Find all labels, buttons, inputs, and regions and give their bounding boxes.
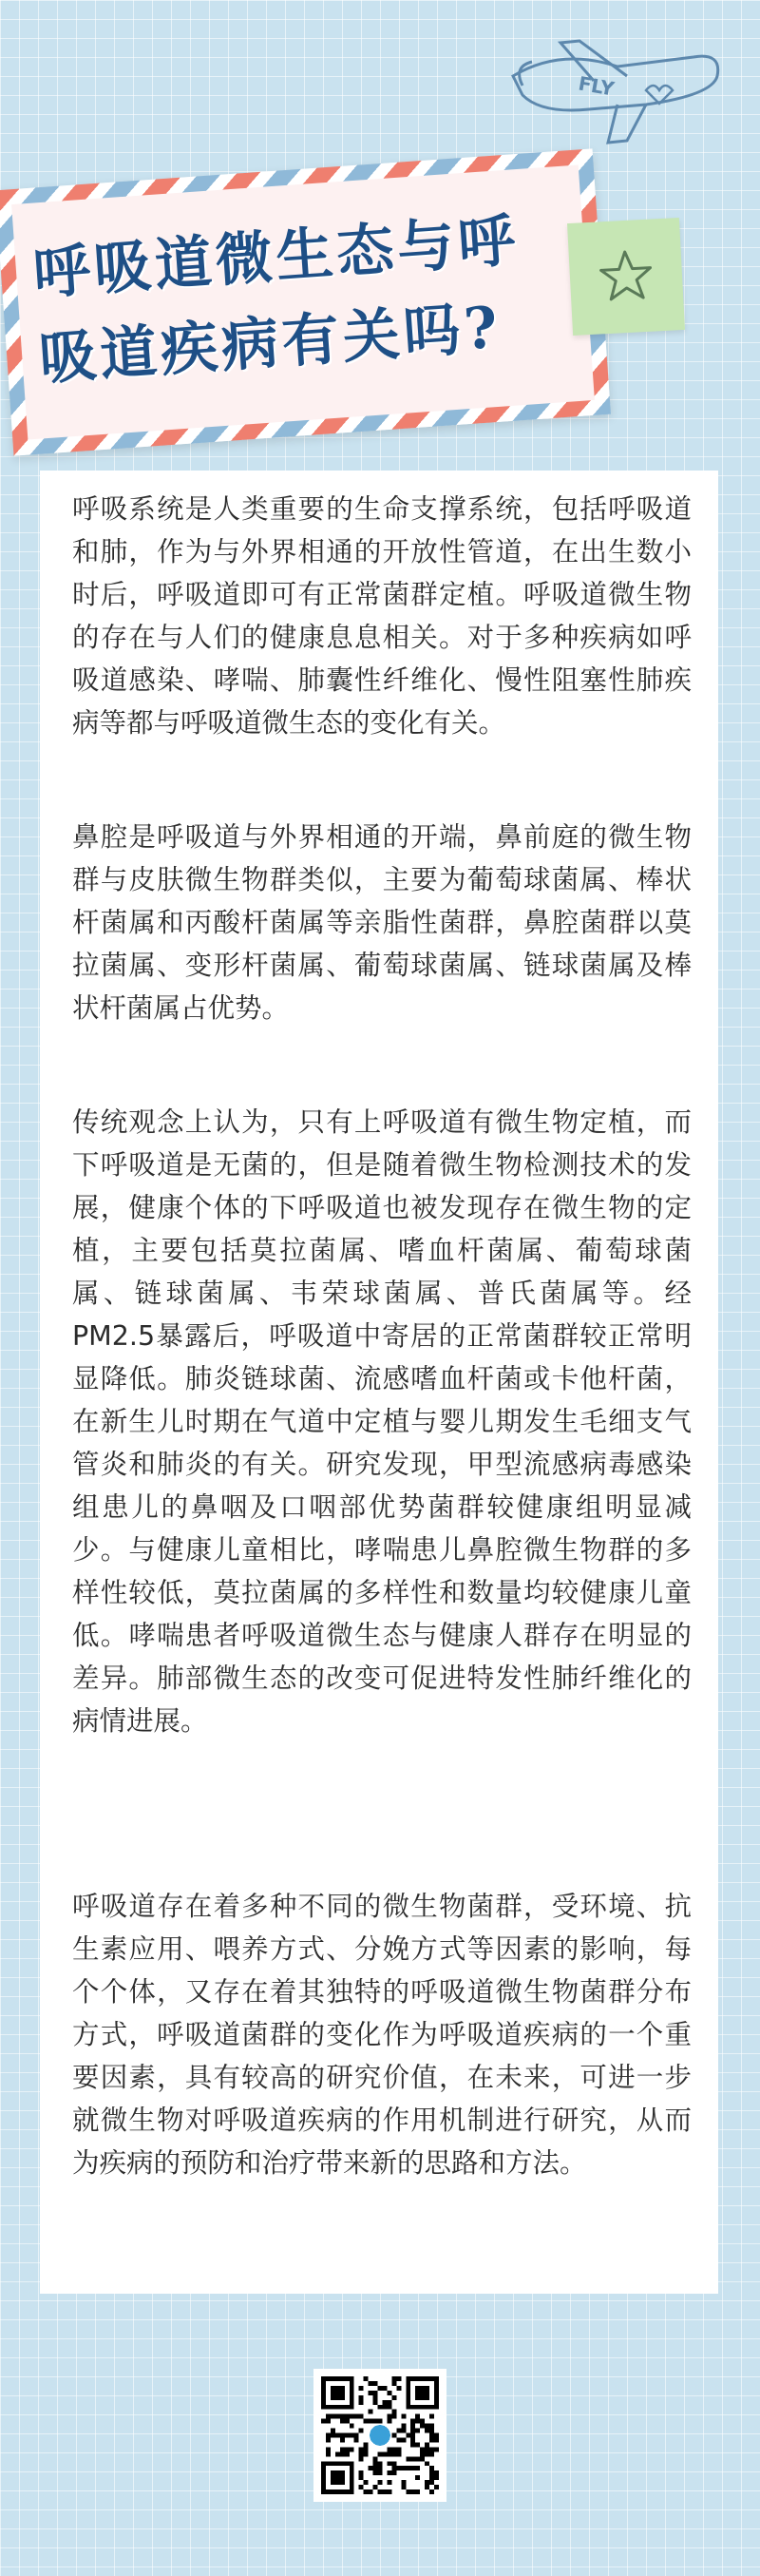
- paragraph-1: 呼吸系统是人类重要的生命支撑系统，包括呼吸道和肺，作为与外界相通的开放性管道，在出生数小时后，呼吸道即可有正常菌群定植。呼吸道微生物的存在与人们的健康息息相关。对于多种疾病如呼吸道感染、哮喘、肺囊性纤维化、慢性阻塞性肺疾病等都与呼吸道微生态的变化有关。: [72, 493, 692, 739]
- plane-label: FLY: [576, 71, 617, 101]
- paragraph-3: 传统观念上认为，只有上呼吸道有微生物定植，而下呼吸道是无菌的，但是随着微生物检测技术的发展，健康个体的下呼吸道也被发现存在微生物的定植，主要包括莫拉菌属、嗜血杆菌属、葡萄球菌属、链球菌属、韦荣球菌属、普氏菌属等。经PM2.5暴露后，呼吸道中寄居的正常菌群较正常明显降低。肺炎链球菌、流感嗜血杆菌或卡他杆菌，在新生儿时期在气道中定植与婴儿期发生毛细支气管炎和肺炎的有关。研究发现，甲型流感病毒感染组患儿的鼻咽及口咽部优势菌群较健康组明显减少。与健康儿童相比，哮喘患儿鼻腔微生物群的多样性较低，莫拉菌属的多样性和数量均较健康儿童低。哮喘患者呼吸道微生态与健康人群存在明显的差异。肺部微生态的改变可促进特发性肺纤维化的病情进展。: [72, 1106, 692, 1737]
- paragraph-4: 呼吸道存在着多种不同的微生物菌群，受环境、抗生素应用、喂养方式、分娩方式等因素的影响，每个个体，又存在着其独特的呼吸道微生物菌群分布方式，呼吸道菌群的变化作为呼吸道疾病的一个重要因素，具有较高的研究价值，在未来，可进一步就微生物对呼吸道疾病的作用机制进行研究，从而为疾病的预防和治疗带来新的思路和方法。: [72, 1891, 692, 2179]
- qr-code-icon: [321, 2376, 439, 2494]
- star-icon: [594, 244, 657, 308]
- title-line-1: 呼吸道微生态与呼: [30, 207, 522, 308]
- qr-code[interactable]: [314, 2369, 446, 2502]
- title-inner: [11, 164, 595, 439]
- title-card: [0, 148, 611, 455]
- title-line-2: 吸道疾病有关吗?: [37, 294, 504, 394]
- article-card: [40, 471, 718, 2294]
- star-tag: [567, 218, 685, 336]
- paper-plane-icon: [504, 38, 732, 152]
- paragraph-2: 鼻腔是呼吸道与外界相通的开端，鼻前庭的微生物群与皮肤微生物群类似，主要为葡萄球菌属、棒状杆菌属和丙酸杆菌属等亲脂性菌群，鼻腔菌群以莫拉菌属、变形杆菌属、葡萄球菌属、链球菌属及棒状杆菌属占优势。: [72, 821, 692, 1024]
- page-title: [30, 195, 573, 403]
